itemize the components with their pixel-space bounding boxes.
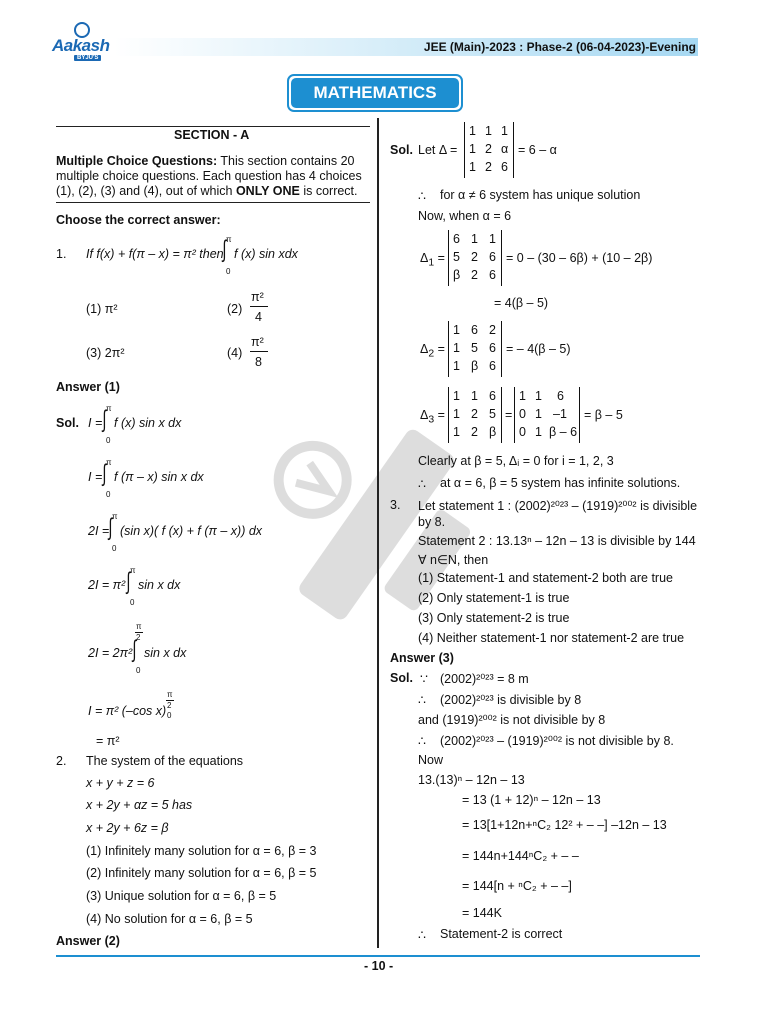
q2-number: 2.	[56, 754, 67, 768]
alpha-six-line: Now, when α = 6	[418, 209, 512, 223]
delta1-label	[420, 251, 445, 269]
det-cell: 2	[471, 425, 478, 439]
determinant-delta3-reduced	[514, 387, 580, 443]
q1-option-4: (4)	[227, 346, 243, 360]
q3-line3: Statement 2 : 13.13ⁿ – 12n – 13 is divisible by 144	[418, 534, 696, 548]
det-cell: 0	[519, 407, 526, 421]
q1-lower-limit: 0	[226, 267, 231, 276]
delta-subscript: 2	[428, 348, 435, 360]
delta2-label	[420, 342, 445, 360]
mcq-line1: This section contains 20	[217, 154, 355, 168]
det-cell: 1	[471, 232, 478, 246]
q3-sol-step5: = 144K	[462, 906, 502, 920]
det-cell: 6	[489, 389, 496, 403]
q1-sol-step4-body: sin x dx	[138, 578, 181, 592]
mcq-instructions	[56, 154, 354, 168]
det-cell: 2	[471, 268, 478, 282]
q1-opt2-fraction-bar	[250, 306, 268, 307]
equals-sign: =	[437, 342, 445, 356]
det-cell: 2	[489, 323, 496, 337]
det-cell: 1	[485, 124, 492, 138]
q3-sol-step2: = 13[1+12n+ⁿC₂ 12² + – –] –12n – 13	[462, 818, 667, 832]
determinant-delta	[464, 122, 514, 178]
det-cell: 2	[485, 142, 492, 156]
step5-lower: 0	[136, 666, 141, 675]
unique-solution-line: for α ≠ 6 system has unique solution	[440, 188, 641, 202]
mcq-line3	[56, 184, 358, 198]
q2-option-1: (1) Infinitely many solution for α = 6, β = 3	[86, 844, 317, 858]
det-cell: 1	[519, 389, 526, 403]
q1-opt4-numerator: π²	[251, 335, 264, 349]
q1-option-2: (2)	[227, 302, 243, 316]
integral-sign-icon: ∫	[102, 406, 107, 433]
column-divider	[377, 118, 379, 948]
det-cell: β – 6	[549, 425, 578, 439]
det-cell: 1	[453, 323, 460, 337]
det-cell: 1	[471, 389, 478, 403]
det-cell: 1	[453, 389, 460, 403]
det-cell: 1	[501, 124, 508, 138]
therefore-symbol: ∴	[418, 734, 426, 748]
q3-sol-step3: = 144n+144ⁿC₂ + – –	[462, 849, 579, 863]
step6-upper-den: 2	[167, 701, 172, 710]
delta1-result-simplified: = 4(β – 5)	[494, 296, 549, 310]
det-cell: 6	[557, 389, 564, 403]
det-cell: 6	[489, 268, 496, 282]
det-cell: β	[471, 359, 479, 373]
q1-integrand: f (x) sin xdx	[234, 247, 298, 261]
because-symbol: ∵	[420, 672, 428, 686]
step1-lower: 0	[106, 436, 111, 445]
q1-opt4-fraction-bar	[250, 351, 268, 352]
q3-option-3: (3) Only statement-2 is true	[418, 611, 570, 625]
delta-subscript: 3	[428, 414, 435, 426]
footer-rule	[56, 955, 700, 957]
q3-sol-expr: 13.(13)ⁿ – 12n – 13	[418, 773, 525, 787]
q1-sol-step2: I =	[88, 470, 103, 484]
det-cell: 6	[489, 341, 496, 355]
q1-text: If f(x) + f(π – x) = π² then	[86, 247, 224, 261]
det-cell: 6	[453, 232, 460, 246]
section-heading: SECTION - A	[174, 128, 250, 142]
let-delta: Let Δ =	[418, 143, 458, 157]
step5-upper-den: 2	[136, 633, 141, 642]
q1-sol-step7: = π²	[96, 734, 120, 748]
choose-heading: Choose the correct answer:	[56, 213, 221, 227]
step4-upper: π	[130, 566, 136, 575]
q1-sol-step3-body: (sin x)( f (x) + f (π – x)) dx	[120, 524, 263, 538]
det-cell: 1	[489, 232, 496, 246]
q3-answer: Answer (3)	[390, 651, 454, 665]
step1-upper: π	[106, 404, 112, 413]
delta-symbol: Δ	[420, 342, 429, 356]
q2-sol-label: Sol.	[390, 143, 413, 157]
section-top-rule	[56, 126, 370, 127]
q1-number: 1.	[56, 247, 67, 261]
integral-sign-icon: ∫	[108, 514, 113, 541]
therefore-symbol: ∴	[418, 693, 426, 707]
delta-subscript: 1	[428, 257, 435, 269]
q3-option-2: (2) Only statement-1 is true	[418, 591, 570, 605]
therefore-symbol: ∴	[418, 477, 426, 491]
q3-sol-label: Sol.	[390, 671, 413, 685]
q2-eq3: x + 2y + 6z = β	[86, 821, 169, 835]
det-cell: 1	[535, 425, 542, 439]
logo-subtext: BYJU'S	[74, 55, 101, 61]
subject-title: MATHEMATICS	[291, 78, 459, 108]
det-cell: –1	[553, 407, 567, 421]
det-cell: 1	[535, 407, 542, 421]
page-number: - 10 -	[364, 959, 394, 973]
determinant-delta2	[448, 321, 502, 377]
q1-sol-step1-body: f (x) sin x dx	[114, 416, 182, 430]
q1-option-3: (3) 2π²	[86, 346, 125, 360]
q2-text: The system of the equations	[86, 754, 244, 768]
step6-lower: 0	[167, 711, 172, 720]
mcq-title: Multiple Choice Questions:	[56, 154, 218, 168]
q3-sol-line2: (2002)²⁰²³ is divisible by 8	[440, 693, 582, 707]
clearly-line: Clearly at β = 5, Δᵢ = 0 for i = 1, 2, 3	[418, 454, 614, 468]
step3-upper: π	[112, 512, 118, 521]
det-cell: β	[489, 425, 497, 439]
det-cell: 5	[489, 407, 496, 421]
det-cell: 1	[453, 341, 460, 355]
step6-upper-num: π	[167, 690, 173, 699]
q2-option-2: (2) Infinitely many solution for α = 6, β = 5	[86, 866, 317, 880]
section-bottom-rule	[56, 202, 370, 203]
det-cell: 1	[469, 160, 476, 174]
integral-sign-icon: ∫	[132, 636, 137, 663]
mcq-line2: multiple choice questions. Each question has 4 choices	[56, 169, 362, 183]
q3-line1: Let statement 1 : (2002)²⁰²³ – (1919)²⁰⁰² is divisible	[418, 499, 698, 513]
q2-answer: Answer (2)	[56, 934, 120, 948]
logo-text: Aakash	[52, 36, 110, 55]
q1-sol-step4: 2I = π²	[88, 578, 126, 592]
q2-eq2: x + 2y + αz = 5 has	[86, 798, 193, 812]
q1-answer: Answer (1)	[56, 380, 120, 394]
det-cell: 1	[453, 359, 460, 373]
q1-sol-step5: 2I = 2π²	[88, 646, 133, 660]
q3-line4: ∀ n∈N, then	[418, 553, 489, 567]
det-cell: 6	[489, 250, 496, 264]
det-cell: 6	[501, 160, 508, 174]
step5-upper-num: π	[136, 622, 142, 631]
q3-number: 3.	[390, 498, 401, 512]
q3-sol-line4: (2002)²⁰²³ – (1919)²⁰⁰² is not divisible by 8.	[440, 734, 674, 748]
integral-sign-icon: ∫	[222, 236, 227, 263]
q2-eq1: x + y + z = 6	[86, 776, 155, 790]
exam-title: JEE (Main)-2023 : Phase-2 (06-04-2023)-Evening	[423, 40, 696, 54]
mcq-line3-emphasis: ONLY ONE	[235, 184, 300, 198]
therefore-symbol: ∴	[418, 928, 426, 942]
equals-sign: =	[505, 408, 513, 422]
q3-sol-now: Now	[418, 753, 444, 767]
det-cell: 1	[453, 407, 460, 421]
det-cell: 2	[471, 407, 478, 421]
q1-sol-step5-body: sin x dx	[144, 646, 187, 660]
delta2-result: = – 4(β – 5)	[506, 342, 571, 356]
q1-opt2-numerator: π²	[251, 290, 264, 304]
step2-lower: 0	[106, 490, 111, 499]
q3-option-4: (4) Neither statement-1 nor statement-2 are true	[418, 631, 685, 645]
determinant-delta1	[448, 230, 502, 286]
det-cell: 6	[471, 323, 478, 337]
det-cell: 1	[469, 142, 476, 156]
subject-banner	[287, 74, 463, 112]
q3-sol-line1: (2002)²⁰²³ = 8 m	[440, 672, 529, 686]
det-cell: 1	[453, 425, 460, 439]
determinant-delta3	[448, 387, 502, 443]
q1-sol-label: Sol.	[56, 416, 79, 430]
delta-result: = 6 – α	[518, 143, 557, 157]
det-cell: 5	[471, 341, 478, 355]
delta-symbol: Δ	[420, 408, 429, 422]
q1-sol-step2-body: f (π – x) sin x dx	[114, 470, 204, 484]
q1-option-1: (1) π²	[86, 302, 118, 316]
q2-option-3: (3) Unique solution for α = 6, β = 5	[86, 889, 277, 903]
q3-sol-step4: = 144[n + ⁿC₂ + – –]	[462, 879, 572, 893]
integral-sign-icon: ∫	[126, 568, 131, 595]
q1-upper-limit: π	[226, 235, 232, 244]
det-cell: 5	[453, 250, 460, 264]
delta3-label	[420, 408, 445, 426]
q1-opt2-denominator: 4	[255, 310, 262, 324]
q2-option-4: (4) No solution for α = 6, β = 5	[86, 912, 253, 926]
mcq-line3-part2: is correct.	[299, 184, 358, 198]
det-cell: α	[501, 142, 509, 156]
equals-sign: =	[437, 251, 445, 265]
mcq-line3-part1: (1), (2), (3) and (4), out of which	[56, 184, 236, 198]
q3-line2: by 8.	[418, 515, 446, 529]
q3-sol-conclusion: Statement-2 is correct	[440, 927, 563, 941]
det-cell: 1	[469, 124, 476, 138]
step3-lower: 0	[112, 544, 117, 553]
q1-sol-step6: I = π² (–cos x)	[88, 704, 167, 718]
infinite-solutions-line: at α = 6, β = 5 system has infinite solutions.	[440, 476, 681, 490]
det-cell: 2	[471, 250, 478, 264]
det-cell: 0	[519, 425, 526, 439]
det-cell: 6	[489, 359, 496, 373]
equals-sign: =	[437, 408, 445, 422]
step2-upper: π	[106, 458, 112, 467]
q1-sol-step3: 2I =	[88, 524, 110, 538]
delta3-result: = β – 5	[584, 408, 623, 422]
delta1-result: = 0 – (30 – 6β) + (10 – 2β)	[506, 251, 653, 265]
det-cell: 1	[535, 389, 542, 403]
q1-sol-step1: I =	[88, 416, 103, 430]
det-cell: β	[453, 268, 461, 282]
q1-opt4-denominator: 8	[255, 355, 262, 369]
q3-sol-step1: = 13 (1 + 12)ⁿ – 12n – 13	[462, 793, 601, 807]
integral-sign-icon: ∫	[102, 460, 107, 487]
q3-option-1: (1) Statement-1 and statement-2 both are true	[418, 571, 673, 585]
therefore-symbol: ∴	[418, 189, 426, 203]
det-cell: 2	[485, 160, 492, 174]
step4-lower: 0	[130, 598, 135, 607]
delta-symbol: Δ	[420, 251, 429, 265]
q3-sol-line3: and (1919)²⁰⁰² is not divisible by 8	[418, 713, 606, 727]
